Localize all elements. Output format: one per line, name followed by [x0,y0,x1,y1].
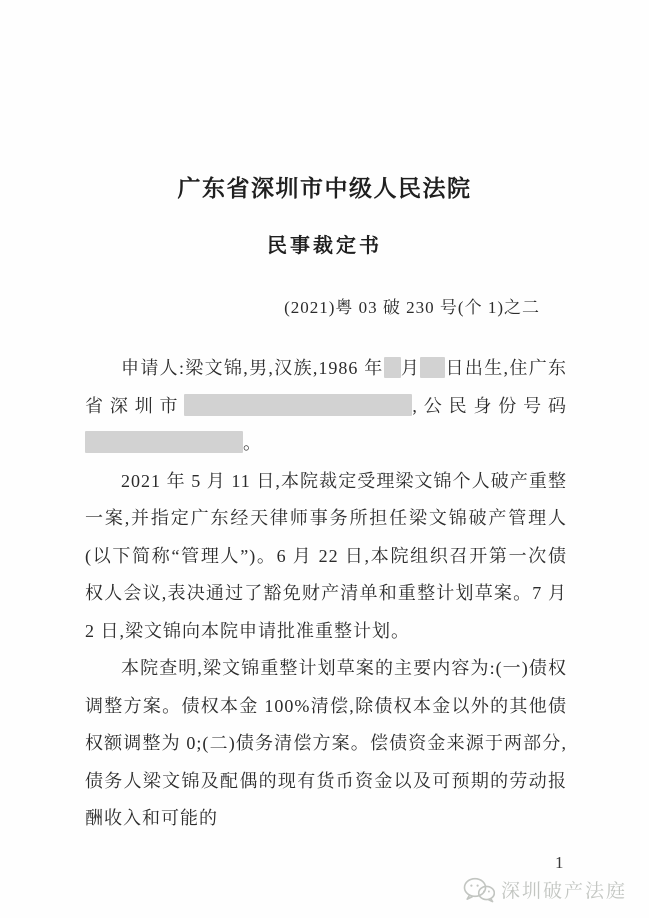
applicant-birth-text: 日出生,住广东省深圳市 [85,358,568,416]
redaction-id-number [85,431,243,453]
case-history-paragraph: 2021 年 5 月 11 日,本院裁定受理梁文锦个人破产重整一案,并指定广东经天律师事务所担任梁文锦破产管理人(以下简称“管理人”)。6 月 22 日,本院组织召开第一次债权人会议,表决通过了豁免财产清单和重整计划草案。7 月 2 日,梁文锦向本院申请批准重整计划。 [85,470,567,641]
applicant-end-text: 。 [243,433,262,453]
applicant-paragraph [85,350,567,463]
applicant-intro-text: 申请人:梁文锦,男,汉族,1986 年 [121,358,384,378]
findings-paragraph: 本院查明,梁文锦重整计划草案的主要内容为:(一)债权调整方案。债权本金 100%清偿,除债权本金以外的其他债权额调整为 0;(二)债务清偿方案。偿债资金来源于两部分,债务人梁文锦及配偶的现有货币资金以及可预期的劳动报酬收入和可能的 [85,658,567,828]
wechat-icon [463,877,495,903]
redaction-home-address [184,394,412,416]
court-name: 广东省深圳市中级人民法院 [177,176,472,201]
applicant-id-label-text: ,公民身份号码 [412,395,568,416]
page-number: 1 [555,853,564,872]
watermark-text: 深圳破产法庭 [500,881,627,902]
document-body [85,350,567,838]
document-title: 民事裁定书 [267,235,382,257]
watermark [463,876,627,903]
case-number: (2021)粤 03 破 230 号(个 1)之二 [284,298,540,317]
redaction-birth-month [384,357,401,378]
redaction-birth-day [420,357,445,378]
applicant-month-text: 月 [400,358,421,378]
